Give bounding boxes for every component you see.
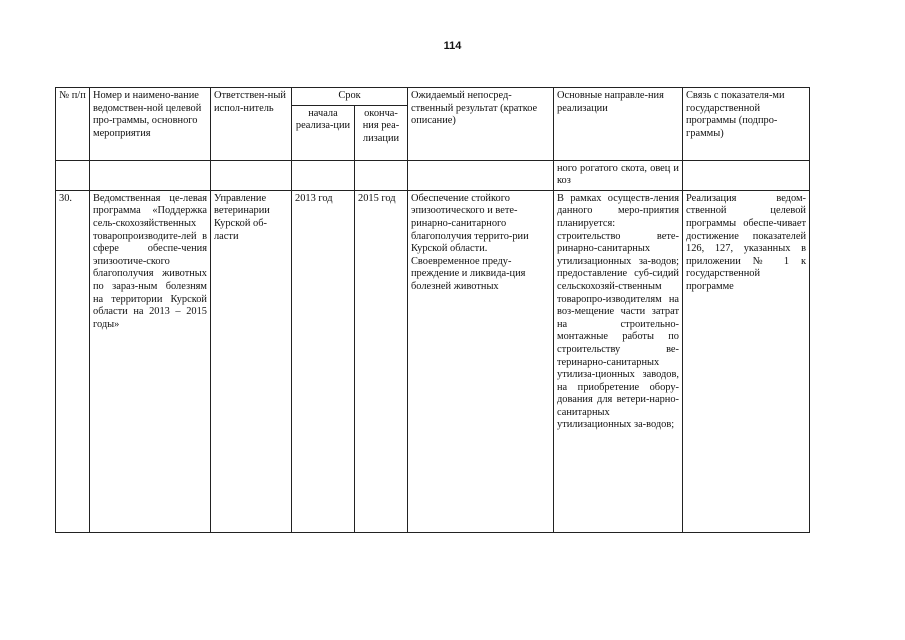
cont-executor — [211, 160, 292, 190]
cont-name — [90, 160, 211, 190]
row-result: Обеспечение стойкого эпизоотического и вете-ринарно-санитарного благополучия террито-рии Курской области. Своевременное преду-преждение и ликвида-ция болезней животных — [408, 190, 554, 532]
row-term-end: 2015 год — [355, 190, 408, 532]
header-result: Ожидаемый непосред-ственный результат (краткое описание) — [408, 88, 554, 161]
header-row — [56, 88, 810, 106]
cont-directions: ного рогатого скота, овец и коз — [554, 160, 683, 190]
header-link: Связь с показателя-ми государственной программы (подпро-граммы) — [683, 88, 810, 161]
row-program-name: Ведомственная це-левая программа «Поддержка сель-скохозяйственных товаропроизводите-лей в сфере обеспе-чения эпизоотиче-ского благополучия животных по зараз-ным болезням на территории Курской области на 2013 – 2015 годы» — [90, 190, 211, 532]
row-executor: Управление ветеринарии Курской об-ласти — [211, 190, 292, 532]
header-num: № п/п — [56, 88, 90, 161]
cont-link — [683, 160, 810, 190]
cont-term-end — [355, 160, 408, 190]
table-row-30 — [56, 190, 810, 532]
row-directions: В рамках осуществ-ления данного меро-приятия планируется: строительство вете-ринарно-санитарных утилизационных за-водов; предоставление суб-сидий сельскохозяй-ственным товаропро-изводителям на воз-мещение части затрат на строительно-монтажные работы по строительству ве-теринарно-санитарных утилиза-ционных заводов, на приобретение обору-дования для ветери-нарно-санитарных утилизационных за-водов; — [554, 190, 683, 532]
header-executor: Ответствен-ный испол-нитель — [211, 88, 292, 161]
cont-term-start — [292, 160, 355, 190]
plan-table — [55, 87, 810, 533]
row-num: 30. — [56, 190, 90, 532]
header-term-end: оконча-ния реа-лизации — [355, 105, 408, 160]
header-term-start: начала реализа-ции — [292, 105, 355, 160]
cont-num — [56, 160, 90, 190]
table-row-continuation — [56, 160, 810, 190]
row-link: Реализация ведом-ственной целевой программы обеспе-чивает достижение показателей 126, 127, указанных в приложении № 1 к государственной программе — [683, 190, 810, 532]
cont-result — [408, 160, 554, 190]
header-term: Срок — [292, 88, 408, 106]
page-number: 114 — [443, 40, 462, 52]
row-term-start: 2013 год — [292, 190, 355, 532]
header-name: Номер и наимено-вание ведомствен-ной целевой про-граммы, основного мероприятия — [90, 88, 211, 161]
header-directions: Основные направле-ния реализации — [554, 88, 683, 161]
